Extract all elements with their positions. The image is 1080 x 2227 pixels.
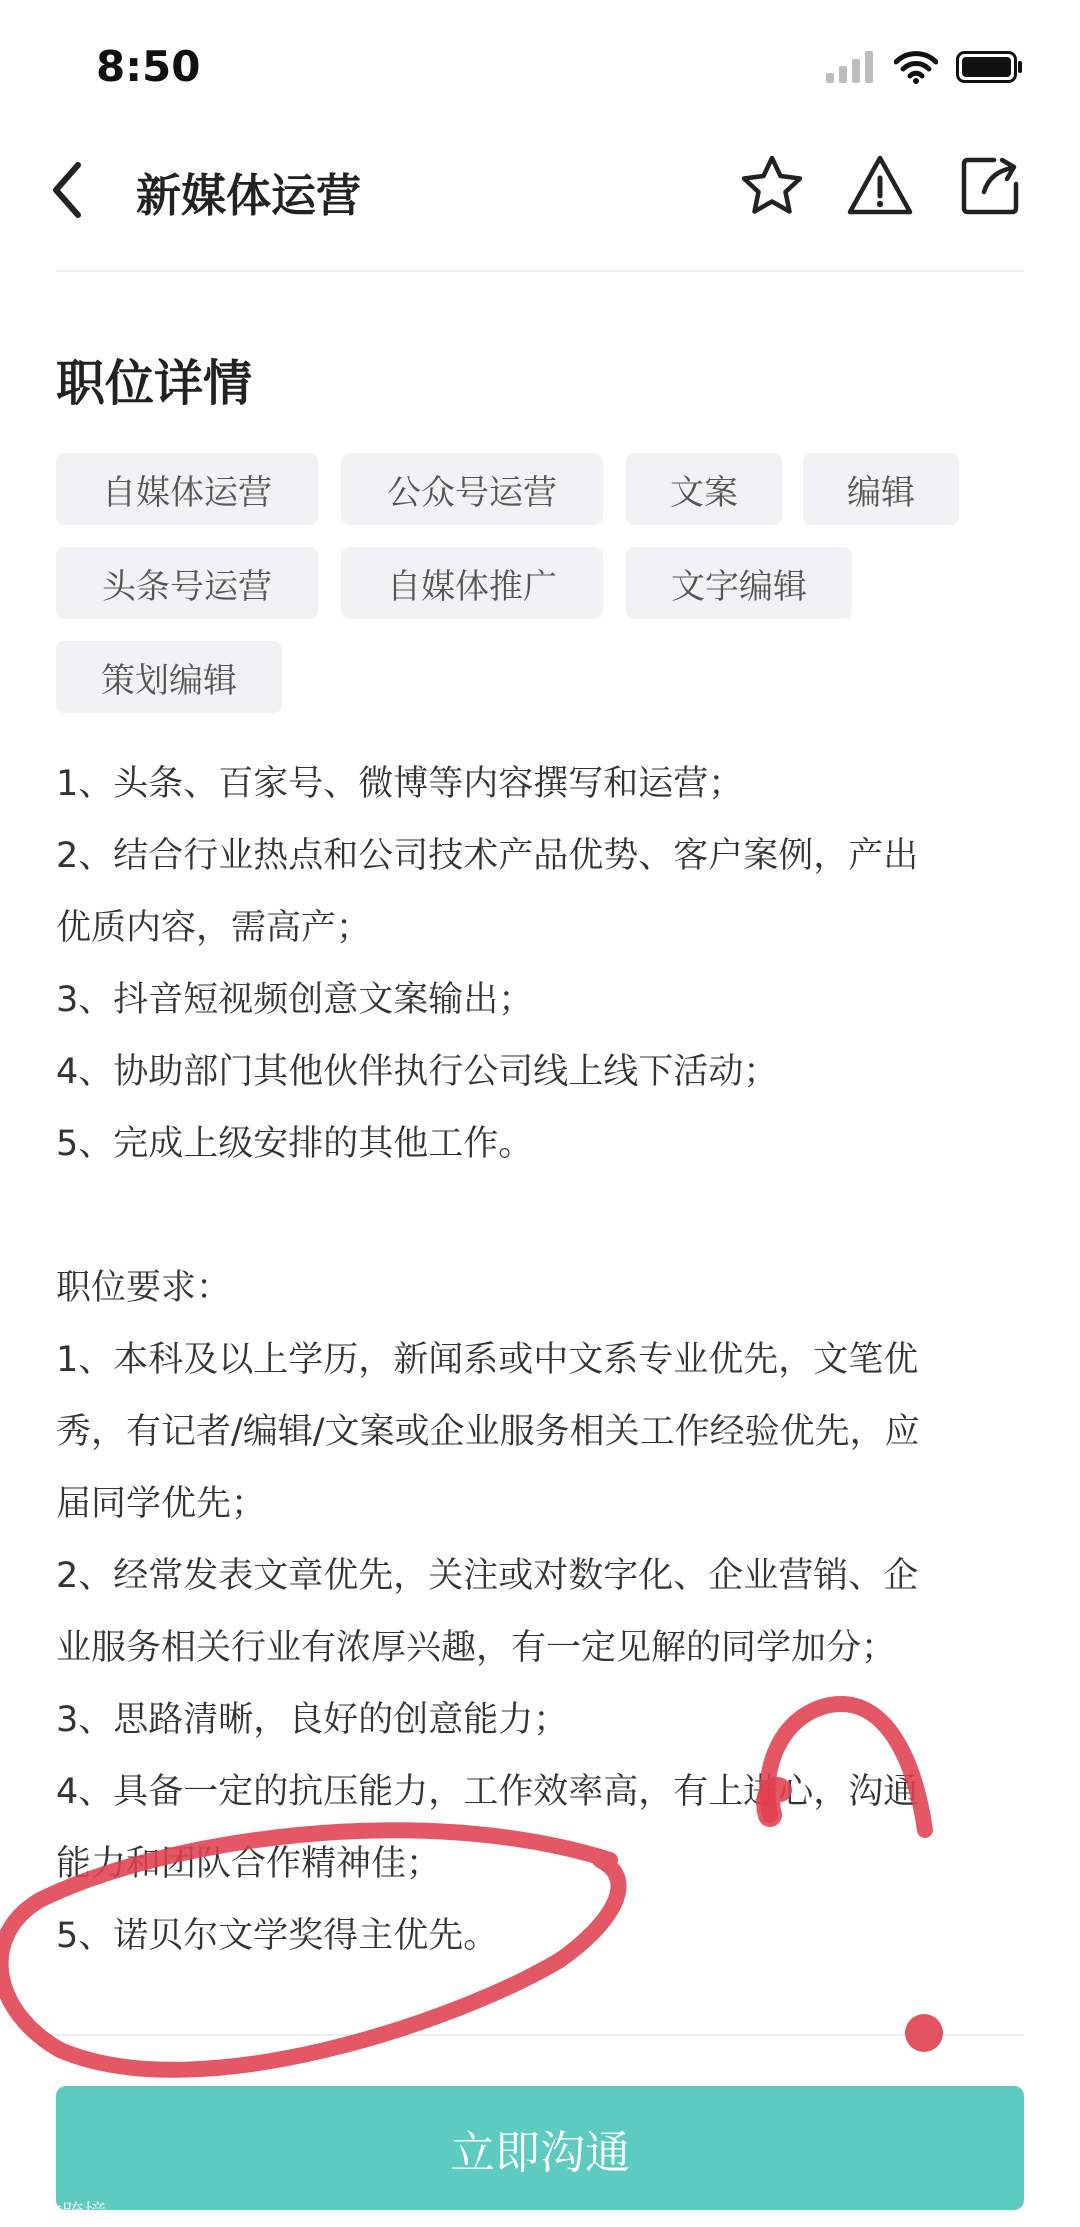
section-title: 职位详情 xyxy=(56,355,253,412)
requirement-line: 2、经常发表文章优先，关注或对数字化、企业营销、企 xyxy=(56,1556,919,1596)
star-icon[interactable] xyxy=(736,150,808,222)
signal-icon xyxy=(826,51,876,83)
tag-item: 编辑 xyxy=(803,453,959,525)
tag-item: 自媒体推广 xyxy=(341,547,603,619)
tag-item: 公众号运营 xyxy=(341,453,603,525)
battery-icon xyxy=(956,51,1024,83)
top-divider xyxy=(56,270,1024,272)
duty-line: 2、结合行业热点和公司技术产品优势、客户案例，产出 xyxy=(56,836,919,876)
duty-line: 1、头条、百家号、微博等内容撰写和运营； xyxy=(56,764,744,804)
duty-line: 4、协助部门其他伙伴执行公司线上线下活动； xyxy=(56,1052,779,1092)
requirement-line: 能力和团队合作精神佳； xyxy=(56,1844,442,1884)
tag-item: 策划编辑 xyxy=(56,641,282,713)
spacer xyxy=(56,1180,1036,1252)
requirement-line: 届同学优先； xyxy=(56,1484,267,1524)
requirement-line: 秀，有记者/编辑/文案或企业服务相关工作经验优先，应 xyxy=(56,1412,920,1452)
apply-button[interactable]: 立即沟通 xyxy=(56,2086,1024,2210)
bottom-divider xyxy=(56,2034,1024,2036)
requirement-line: 3、思路清晰，良好的创意能力； xyxy=(56,1700,569,1740)
share-icon[interactable] xyxy=(954,150,1026,222)
requirement-line: 5、诺贝尔文学奖得主优先。 xyxy=(56,1916,499,1956)
tag-item: 头条号运营 xyxy=(56,547,318,619)
status-time: 8:50 xyxy=(96,42,201,91)
requirement-line: 1、本科及以上学历，新闻系或中文系专业优先，文笔优 xyxy=(56,1340,919,1380)
duty-line: 3、抖音短视频创意文案输出； xyxy=(56,980,534,1020)
back-icon[interactable] xyxy=(46,157,90,223)
status-icons xyxy=(826,50,1024,84)
job-description xyxy=(56,748,1036,1972)
watermark: 大数跨境 xyxy=(18,2201,107,2226)
requirement-line: 业服务相关行业有浓厚兴趣，有一定见解的同学加分； xyxy=(56,1628,897,1668)
tag-item: 自媒体运营 xyxy=(56,453,318,525)
duty-line: 5、完成上级安排的其他工作。 xyxy=(56,1124,534,1164)
requirements-heading: 职位要求： xyxy=(56,1268,232,1308)
warning-icon[interactable] xyxy=(844,150,916,222)
tag-item: 文案 xyxy=(626,453,782,525)
requirement-line: 4、具备一定的抗压能力，工作效率高，有上进心，沟通 xyxy=(56,1772,919,1812)
wifi-icon xyxy=(894,50,938,84)
status-bar xyxy=(0,0,1080,135)
nav-bar xyxy=(0,135,1080,247)
duty-line: 优质内容，需高产； xyxy=(56,908,372,948)
tag-item: 文字编辑 xyxy=(626,547,852,619)
nav-title: 新媒体运营 xyxy=(136,169,362,222)
